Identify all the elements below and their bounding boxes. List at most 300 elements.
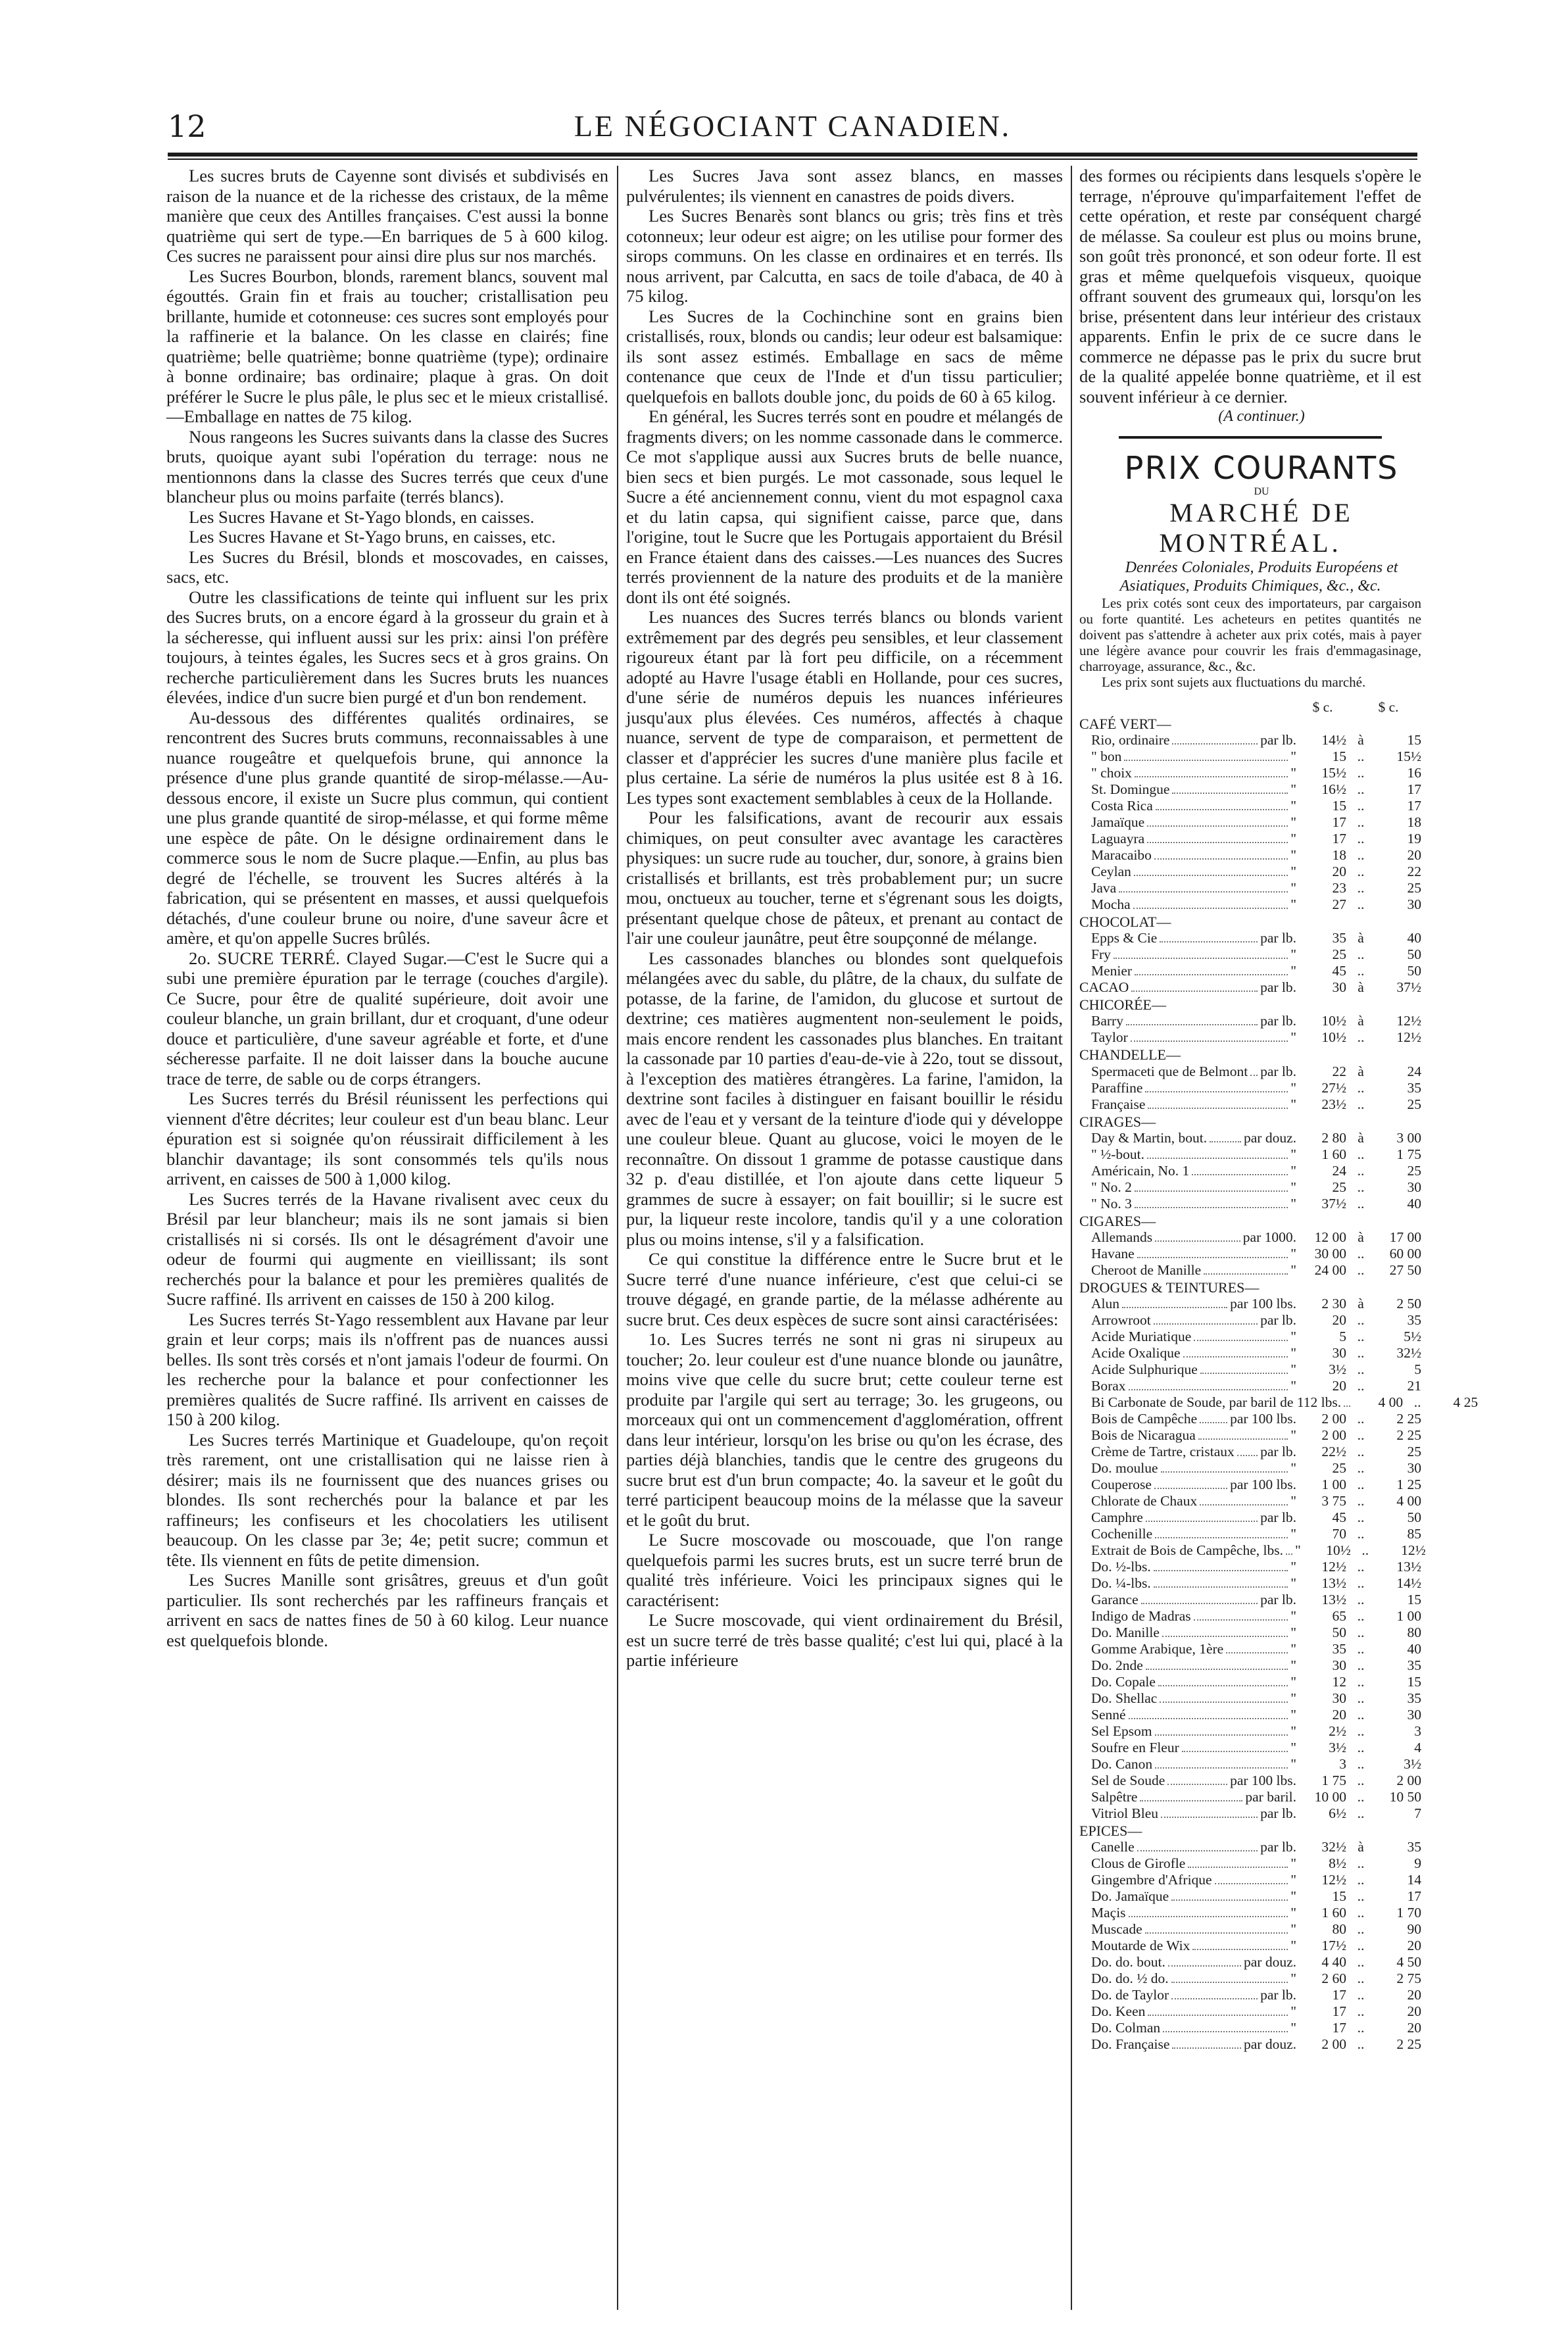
item-unit: par douz. xyxy=(1244,1954,1296,1971)
leader-dots xyxy=(1154,1586,1288,1588)
item-name: Havane xyxy=(1091,1245,1135,1261)
price-high: 2 25 xyxy=(1396,2036,1421,2053)
price-low: 12½ xyxy=(1321,1872,1346,1888)
price-high: 20 xyxy=(1407,2020,1421,2036)
item-name: Moutarde de Wix xyxy=(1091,1938,1190,1954)
leader-dots xyxy=(1162,1636,1288,1637)
price-sep: .. xyxy=(1357,1971,1365,1987)
item-unit: " xyxy=(1290,1674,1296,1690)
price-row xyxy=(1079,1262,1421,1279)
item-name: Ceylan xyxy=(1091,863,1131,879)
price-high: 27 50 xyxy=(1389,1261,1421,1278)
item-name: Do. Shellac xyxy=(1091,1690,1158,1707)
price-sep: .. xyxy=(1357,1096,1365,1112)
leader-dots xyxy=(1200,1504,1288,1505)
article-paragraph: Pour les falsifications, avant de recourir aux essais chimiques, on peut consulter avec avantage les caractères physiques: un sucre rude au toucher, dur, sonore, à grains bien cristallisés et brillants, est très probablement pur; un sucre mou, onctueux au toucher, terne et s'égrenant sous les doigts, présentant quelque chose de pâteux, et prenant au contact de l'air une couleur jaunâtre, peut être soupçonné de mélange. xyxy=(626,808,1063,948)
item-unit: " xyxy=(1290,1378,1296,1394)
price-high: 80 xyxy=(1407,1625,1421,1641)
price-row xyxy=(1079,1559,1421,1575)
price-row xyxy=(1079,1971,1421,1987)
leader-dots xyxy=(1204,1273,1288,1275)
price-low: 23½ xyxy=(1321,1096,1346,1112)
leader-dots xyxy=(1129,1389,1288,1390)
price-low: 2 00 xyxy=(1321,1411,1346,1427)
article-paragraph: Le Sucre moscovade, qui vient ordinairement du Brésil, est un sucre terré de très basse qualité; c'est lui qui, placé à la partie inférieure xyxy=(626,1610,1063,1670)
item-unit: " xyxy=(1290,1146,1296,1162)
item-unit: " xyxy=(1290,896,1296,912)
article-paragraph: Les Sucres Manille sont grisâtres, greuus et d'un goût particulier. Ils sont recherchés par les raffineurs français et arrivent en sacs de nattes fines de 50 à 60 kilog. Leur nuance est quelquefois blonde. xyxy=(166,1570,608,1650)
item-name: Java xyxy=(1091,879,1117,896)
item-unit: par 1000. xyxy=(1242,1229,1296,1245)
price-sep: .. xyxy=(1357,1559,1365,1575)
item-name: Laguayra xyxy=(1091,830,1145,846)
price-sep: .. xyxy=(1357,1509,1365,1526)
price-low: 1 60 xyxy=(1321,1905,1346,1921)
price-row xyxy=(1079,1196,1421,1212)
price-sep: .. xyxy=(1357,1361,1365,1378)
price-sep: .. xyxy=(1357,1195,1365,1212)
price-high: 3 00 xyxy=(1396,1129,1421,1146)
price-high: 5½ xyxy=(1404,1329,1421,1345)
item-unit: " xyxy=(1290,1079,1296,1096)
price-low: 30 xyxy=(1332,979,1346,996)
price-high: 12½ xyxy=(1401,1542,1426,1559)
price-row xyxy=(1079,963,1421,979)
price-high: 5 xyxy=(1414,1361,1421,1378)
price-row xyxy=(1079,1345,1421,1361)
price-row xyxy=(1079,1296,1421,1312)
price-row xyxy=(1079,1163,1421,1179)
price-high: 16 xyxy=(1407,764,1421,781)
item-name: Do. 2nde xyxy=(1091,1657,1143,1674)
price-high: 2 25 xyxy=(1396,1427,1421,1444)
price-row xyxy=(1079,930,1421,946)
price-row xyxy=(1079,880,1421,896)
leader-dots xyxy=(1171,1982,1288,1983)
item-name: Spermaceti que de Belmont xyxy=(1091,1063,1248,1079)
price-high: 40 xyxy=(1407,1641,1421,1657)
price-row xyxy=(1079,1493,1421,1509)
price-high: 30 xyxy=(1407,1179,1421,1195)
price-high: 25 xyxy=(1407,1162,1421,1179)
item-name: Do. do. ½ do. xyxy=(1091,1971,1169,1987)
leader-dots xyxy=(1145,1091,1288,1092)
price-row xyxy=(1079,1080,1421,1096)
price-row xyxy=(1079,798,1421,814)
leader-dots xyxy=(1161,1817,1258,1818)
article-paragraph: Au-dessous des différentes qualités ordinaires, se rencontrent des Sucres bruts communs, reconnaissables à une nuance rougeâtre et quelquefois brune, qui annonce la présence d'une plus grande quantité de sirop-mélasse.—Au-dessous encore, il existe un Sucre plus commun, qui contient une plus grande quantité de sirop-mélasse, et qui forme même une espèce de pâte. On le désigne ordinairement dans le commerce sous le nom de Sucre plaque.—Enfin, au plus bas degré de l'échelle, se trouvent les Sucres altérés à la fabrication, qui se présentent en masses, et aussi quelquefois détachés, d'une couleur brune ou noire, d'une saveur âcre et amère, et qu'on appelle Sucres brûlés. xyxy=(166,707,608,948)
item-name: Acide Oxalique xyxy=(1091,1345,1181,1361)
item-unit: par 100 lbs. xyxy=(1230,1773,1296,1789)
item-name: " ½-bout. xyxy=(1091,1146,1145,1162)
price-low: 24 xyxy=(1332,1162,1346,1179)
price-row xyxy=(1079,1773,1421,1789)
article-paragraph: Les cassonades blanches ou blondes sont quelquefois mélangées avec du sable, du plâtre, de la chaux, du sulfate de potasse, de la farine, de l'amidon, du glucose et surtout de dextrine; ces matières augmentent non-seulement le poids, mais encore rendent les cassonades plus blanches. En traitant la cassonade par 10 parties d'eau-de-vie à 22o, tout se dissout, à l'exception des matières étrangères. La farine, l'amidon, la dextrine sont faciles à distinguer en faisant bouillir le résidu avec de l'eau et y versant de la teinture d'iode qui y développe une couleur bleue. Quant au glucose, voici le moyen de le reconnaître. On dissout 1 gramme de potasse caustique dans 32 p. d'eau distillée, et l'on ajoute dans cette liqueur 5 grammes de sucre à essayer; on fait bouillir; si le sucre est pur, la liqueur reste incolore, tandis qu'il y a une coloration plus ou moins intense, s'il y a falsification. xyxy=(626,948,1063,1249)
price-sep: .. xyxy=(1357,1146,1365,1162)
price-row xyxy=(1079,831,1421,847)
item-name: Costa Rica xyxy=(1091,797,1153,814)
item-name: Mocha xyxy=(1091,896,1131,912)
article-continuation: des formes ou récipients dans lesquels s'opère le terrage, n'éprouve qu'imparfaitement l'effet de cette opération, et reste par conséquent chargé de mélasse. Sa couleur est plus ou moins brune, son goût très prononcé, et son odeur forte. Il est gras et même quelquefois visqueux, quoique offrant souvent des grumeaux qui, lorsqu'on les brise, présentent dans leur intérieur des cristaux apparents. Enfin le prix de ce sucre dans le commerce ne dépasse pas le prix du sucre brut de la qualité appelée bonne quatrième, et il est souvent inférieur à ce dernier. xyxy=(1079,166,1421,406)
price-high: 20 xyxy=(1407,846,1421,863)
item-name: Epps & Cie xyxy=(1091,930,1158,946)
column-3 xyxy=(1079,166,1479,2316)
price-low: 6½ xyxy=(1329,1805,1346,1822)
prices-title: PRIX COURANTS xyxy=(1124,449,1399,487)
price-sep: .. xyxy=(1357,879,1365,896)
leader-dots xyxy=(1168,1965,1241,1967)
price-row xyxy=(1079,1526,1421,1542)
leader-dots xyxy=(1344,1406,1350,1407)
price-high: 24 xyxy=(1407,1063,1421,1079)
price-row xyxy=(1079,1013,1421,1029)
item-unit: " xyxy=(1290,814,1296,830)
leader-dots xyxy=(1145,1932,1288,1934)
item-name: Crème de Tartre, cristaux xyxy=(1091,1444,1235,1460)
price-row xyxy=(1079,2020,1421,2036)
price-high: 17 xyxy=(1407,1888,1421,1905)
leader-dots xyxy=(1135,1207,1288,1208)
header-rule xyxy=(168,153,1417,157)
article-paragraph: Outre les classifications de teinte qui influent sur les prix des Sucres bruts, on a encore égard à la grosseur du grain et à la sécheresse, qui influent aussi sur les prix: ainsi l'on préfère toujours, à teintes égales, les Sucres secs et à gros grains. On recherche particulièrement dans les Sucres bruts les nuances élevées, indice d'un sucre bien purgé et d'un bon rendement. xyxy=(166,587,608,707)
item-name: Senné xyxy=(1091,1707,1126,1723)
price-low: 4 00 xyxy=(1378,1394,1404,1411)
item-name: Fry xyxy=(1091,946,1111,963)
price-high: 1 00 xyxy=(1396,1608,1421,1625)
article-paragraph: Les Sucres terrés Martinique et Guadeloupe, qu'on reçoit très rarement, ont une cristallisation qui ne laisse rien à désirer; mais ils ne fournissent que des nuances grises ou blondes. Ils sont recherchés pour la balance et par les raffineurs; les confiseurs et les chocolatiers les utilisent beaucoup. On les classe par 3e; 4e; petit sucre; commun et tête. Ils viennent en fûts de petite dimension. xyxy=(166,1429,608,1570)
price-low: 17 xyxy=(1332,830,1346,846)
price-row xyxy=(1079,1756,1421,1773)
item-name: Day & Martin, bout. xyxy=(1091,1129,1208,1146)
price-sep: .. xyxy=(1357,1855,1365,1872)
price-row xyxy=(1079,1460,1421,1477)
price-high: 50 xyxy=(1407,1509,1421,1526)
leader-dots xyxy=(1135,974,1288,975)
price-low: 2 80 xyxy=(1321,1129,1346,1146)
section-separator xyxy=(1119,436,1382,439)
price-high: 9 xyxy=(1414,1855,1421,1872)
item-name: Taylor xyxy=(1091,1029,1128,1046)
price-high: 90 xyxy=(1407,1921,1421,1938)
item-name: Alun xyxy=(1091,1296,1119,1312)
item-name: Couperose xyxy=(1091,1477,1152,1493)
item-unit: " xyxy=(1290,764,1296,781)
price-sep: .. xyxy=(1357,1460,1365,1477)
price-sep: .. xyxy=(1357,1723,1365,1740)
item-unit: " xyxy=(1290,1707,1296,1723)
leader-dots xyxy=(1171,1998,1258,1999)
price-high: 32½ xyxy=(1396,1345,1421,1361)
price-low: 10½ xyxy=(1321,1013,1346,1029)
price-row xyxy=(1079,1987,1421,2003)
item-unit: " xyxy=(1290,963,1296,979)
price-high: 12½ xyxy=(1396,1013,1421,1029)
item-name: Rio, ordinaire xyxy=(1091,731,1170,748)
price-row xyxy=(1079,1690,1421,1707)
item-unit: " xyxy=(1290,1905,1296,1921)
price-high: 37½ xyxy=(1396,979,1421,996)
price-row xyxy=(1079,979,1421,996)
price-low: 37½ xyxy=(1321,1195,1346,1212)
price-category: CHOCOLAT— xyxy=(1079,913,1171,930)
leader-dots xyxy=(1154,1570,1288,1571)
price-high: 40 xyxy=(1407,930,1421,946)
leader-dots xyxy=(1155,1767,1288,1769)
item-unit: " xyxy=(1290,1526,1296,1542)
item-unit: " xyxy=(1290,2020,1296,2036)
article-paragraph: Les Sucres terrés St-Yago ressemblent aux Havane par leur grain et leur corps; mais ils n'offrent pas de nuances aussi belles. Ils sont très corsés et n'ont jamais l'odeur de fourmi. On les recherche pour la balance et pour confectionner les premières qualités de Sucre raffiné. Ils arrivent en caisses de 150 à 200 kilog. xyxy=(166,1309,608,1429)
price-high: 85 xyxy=(1407,1526,1421,1542)
price-row xyxy=(1079,1657,1421,1674)
price-sep: .. xyxy=(1357,1921,1365,1938)
price-high: 22 xyxy=(1407,863,1421,879)
price-high: 50 xyxy=(1407,963,1421,979)
price-sep: .. xyxy=(1357,1608,1365,1625)
price-low: 1 75 xyxy=(1321,1773,1346,1789)
price-sep: .. xyxy=(1357,863,1365,879)
price-high: 14½ xyxy=(1396,1575,1421,1592)
leader-dots xyxy=(1192,1949,1288,1950)
price-row xyxy=(1079,1509,1421,1526)
price-high: 15 xyxy=(1407,731,1421,748)
price-row xyxy=(1079,1575,1421,1592)
leader-dots xyxy=(1155,1240,1240,1242)
price-sep: .. xyxy=(1357,2003,1365,2020)
item-name: Canelle xyxy=(1091,1839,1135,1855)
price-low: 17½ xyxy=(1321,1938,1346,1954)
price-low: 65 xyxy=(1332,1608,1346,1625)
price-row xyxy=(1079,1641,1421,1657)
item-unit: " xyxy=(1290,2003,1296,2020)
item-unit: par douz. xyxy=(1244,1129,1296,1146)
price-low: 30 00 xyxy=(1314,1245,1346,1261)
price-sep: .. xyxy=(1357,1625,1365,1641)
item-unit: " xyxy=(1290,1690,1296,1707)
item-unit: " xyxy=(1290,1329,1296,1345)
price-row xyxy=(1079,2036,1421,2053)
price-row xyxy=(1079,1592,1421,1608)
price-sep: .. xyxy=(1357,1329,1365,1345)
leader-dots xyxy=(1131,1040,1288,1042)
price-row xyxy=(1079,1872,1421,1888)
item-unit: " xyxy=(1290,1261,1296,1278)
price-row xyxy=(1079,1064,1421,1080)
leader-dots xyxy=(1146,1669,1288,1670)
price-high: 15 xyxy=(1407,1674,1421,1690)
price-row xyxy=(1079,1888,1421,1905)
item-name: Arrowroot xyxy=(1091,1312,1151,1329)
leader-dots xyxy=(1183,1356,1288,1358)
price-low: 25 xyxy=(1332,1460,1346,1477)
leader-dots xyxy=(1194,1619,1288,1621)
item-unit: " xyxy=(1290,1460,1296,1477)
price-row xyxy=(1079,1130,1421,1146)
price-high: 35 xyxy=(1407,1839,1421,1855)
price-row xyxy=(1079,1394,1479,1411)
leader-dots xyxy=(1155,1734,1288,1736)
price-sep: .. xyxy=(1357,1345,1365,1361)
price-row xyxy=(1079,1707,1421,1723)
price-high: 12½ xyxy=(1396,1029,1421,1046)
item-name: Sel de Soude xyxy=(1091,1773,1165,1789)
article-paragraph: Les Sucres terrés du Brésil réunissent les perfections qui viennent d'être décrites; leur couleur est d'un beau blanc. Leur épuration est si soignée qu'on réussirait difficilement à les blanchir davantage; ils sont consommés tels qu'ils nous arrivent, en caisses de 500 à 1,000 kilog. xyxy=(166,1089,608,1188)
item-unit: par baril. xyxy=(1245,1789,1296,1805)
article-paragraph: Les sucres bruts de Cayenne sont divisés et subdivisés en raison de la nuance et de la richesse des cristaux, de la même manière que ceux des Antilles françaises. C'est aussi la bonne quatrième qui sert de type.—En barriques de 5 à 600 kilog. Ces sucres ne paraissent pour ainsi dire plus sur nos marchés. xyxy=(166,166,608,266)
price-high: 30 xyxy=(1407,896,1421,912)
item-unit: " xyxy=(1290,781,1296,797)
item-unit: " xyxy=(1290,1723,1296,1740)
price-low: 2 00 xyxy=(1321,1427,1346,1444)
price-high: 20 xyxy=(1407,1938,1421,1954)
item-unit: " xyxy=(1290,1179,1296,1195)
price-low: 10½ xyxy=(1321,1029,1346,1046)
price-low: 13½ xyxy=(1321,1575,1346,1592)
price-low: 15 xyxy=(1332,748,1346,764)
leader-dots xyxy=(1172,2047,1241,2049)
price-high: 7 xyxy=(1414,1805,1421,1822)
price-high: 35 xyxy=(1407,1657,1421,1674)
price-low: 15 xyxy=(1332,797,1346,814)
price-low: 17 xyxy=(1332,2020,1346,2036)
price-sep: .. xyxy=(1357,1411,1365,1427)
price-low: 20 xyxy=(1332,1378,1346,1394)
price-low: 13½ xyxy=(1321,1592,1346,1608)
leader-dots xyxy=(1154,858,1288,860)
item-unit: par 100 lbs. xyxy=(1230,1296,1296,1312)
price-low: 3½ xyxy=(1329,1361,1346,1378)
item-name: Garance xyxy=(1091,1592,1139,1608)
item-name: Menier xyxy=(1091,963,1133,979)
article-paragraph: Les Sucres Java sont assez blancs, en masses pulvérulentes; ils viennent en canastres de poids divers. xyxy=(626,166,1063,206)
price-high: 35 xyxy=(1407,1079,1421,1096)
price-low: 4 40 xyxy=(1321,1954,1346,1971)
leader-dots xyxy=(1133,908,1288,909)
item-unit: " xyxy=(1290,1938,1296,1954)
item-name: Borax xyxy=(1091,1378,1126,1394)
item-name: Chlorate de Chaux xyxy=(1091,1493,1198,1509)
price-low: 25 xyxy=(1332,1179,1346,1195)
price-row xyxy=(1079,1608,1421,1625)
price-sep: .. xyxy=(1357,1493,1365,1509)
price-row xyxy=(1079,1954,1421,1971)
price-high: 25 xyxy=(1407,1444,1421,1460)
price-low: 3 75 xyxy=(1321,1493,1346,1509)
leader-dots xyxy=(1200,1373,1288,1374)
item-name: Gomme Arabique, 1ère xyxy=(1091,1641,1224,1657)
item-name: Gingembre d'Afrique xyxy=(1091,1872,1212,1888)
price-row xyxy=(1079,1029,1421,1046)
price-high: 50 xyxy=(1407,946,1421,963)
price-high: 10 50 xyxy=(1389,1789,1421,1805)
price-sep: .. xyxy=(1357,781,1365,797)
leader-dots xyxy=(1226,1652,1288,1653)
price-row xyxy=(1079,1542,1426,1559)
price-row xyxy=(1079,1839,1421,1855)
price-low: 32½ xyxy=(1321,1839,1346,1855)
article-paragraph: Les Sucres de la Cochinchine sont en grains bien cristallisés, roux, blonds ou candis; leur odeur est balsamique: ils sont assez estimés. Emballage en sacs de même contenance que ceux de l'Inde et d'un tissu particulier; quelquefois en ballots double jonc, du poids de 60 à 65 kilog. xyxy=(626,306,1063,406)
item-name: Maracaibo xyxy=(1091,846,1152,863)
price-sep: .. xyxy=(1357,1162,1365,1179)
price-high: 21 xyxy=(1407,1378,1421,1394)
price-header xyxy=(1079,699,1421,715)
item-name: Do. moulue xyxy=(1091,1460,1158,1477)
price-high: 40 xyxy=(1407,1195,1421,1212)
price-sep: .. xyxy=(1357,1756,1365,1773)
price-row xyxy=(1079,1740,1421,1756)
price-row xyxy=(1079,814,1421,831)
price-high: 30 xyxy=(1407,1707,1421,1723)
price-row xyxy=(1079,1855,1421,1872)
leader-dots xyxy=(1210,1141,1241,1142)
leader-dots xyxy=(1154,1323,1258,1325)
item-unit: " xyxy=(1290,1195,1296,1212)
price-low: 24 00 xyxy=(1314,1261,1346,1278)
price-list xyxy=(1079,698,1479,2053)
item-unit: par lb. xyxy=(1260,930,1296,946)
price-sep: .. xyxy=(1357,797,1365,814)
article-paragraph: Les Sucres Bourbon, blonds, rarement blancs, souvent mal égouttés. Grain fin et frais au toucher; cristallisation peu brillante, humide et cotonneuse: ces sucres sont employés pour la raffinerie et la balance. On les classe en clairés; fine quatrième; belle quatrième; bonne quatrième (type); ordinaire à bonne ordinaire; bas ordinaire; plaque à gras. On doit préférer le Sucre le plus pâle, le plus sec et le mieux cristallisé.—Emballage en nattes de 75 kilog. xyxy=(166,266,608,426)
leader-dots xyxy=(1147,1158,1288,1159)
item-unit: " xyxy=(1290,1559,1296,1575)
item-unit: " xyxy=(1290,1096,1296,1112)
item-name: Do. Française xyxy=(1091,2036,1170,2053)
price-sep: à xyxy=(1358,930,1364,946)
item-unit: " xyxy=(1290,1345,1296,1361)
price-sep: .. xyxy=(1357,1179,1365,1195)
price-high: 14 xyxy=(1407,1872,1421,1888)
price-high: 4 25 xyxy=(1453,1394,1479,1411)
price-sep: .. xyxy=(1357,2036,1365,2053)
price-row xyxy=(1079,946,1421,963)
price-high: 2 00 xyxy=(1396,1773,1421,1789)
article-paragraph: Le Sucre moscovade ou moscouade, que l'on range quelquefois parmi les sucres bruts, est un sucre terré brun de qualité très inférieure. Voici les principaux signes qui le caractérisent: xyxy=(626,1530,1063,1610)
price-sep: .. xyxy=(1357,1245,1365,1261)
item-unit: " xyxy=(1290,946,1296,963)
item-unit: " xyxy=(1290,1657,1296,1674)
leader-dots xyxy=(1200,1422,1227,1423)
item-unit: par lb. xyxy=(1260,1312,1296,1329)
item-name: Do. Colman xyxy=(1091,2020,1161,2036)
column-1 xyxy=(166,166,608,2316)
leader-dots xyxy=(1160,941,1258,942)
price-high: 1 70 xyxy=(1396,1905,1421,1921)
article-paragraph: Les Sucres Havane et St-Yago bruns, en caisses, etc. xyxy=(189,527,556,547)
price-sep: .. xyxy=(1357,2020,1365,2036)
price-sep: à xyxy=(1358,1296,1364,1312)
price-sep: .. xyxy=(1413,1394,1421,1411)
leader-dots xyxy=(1160,1701,1288,1703)
item-unit: " xyxy=(1290,1971,1296,1987)
leader-dots xyxy=(1194,1340,1288,1341)
item-unit: par lb. xyxy=(1260,1592,1296,1608)
price-row xyxy=(1079,1477,1421,1493)
price-row xyxy=(1079,1312,1421,1329)
item-name: " choix xyxy=(1091,764,1132,781)
item-unit: " xyxy=(1290,1756,1296,1773)
item-name: Do. de Taylor xyxy=(1091,1987,1169,2003)
price-low: 70 xyxy=(1332,1526,1346,1542)
leader-dots xyxy=(1147,825,1288,827)
price-low: 3 xyxy=(1339,1756,1346,1773)
item-name: Acide Sulphurique xyxy=(1091,1361,1198,1378)
page-header xyxy=(168,109,1417,155)
price-low: 45 xyxy=(1332,1509,1346,1526)
price-sep: .. xyxy=(1357,1575,1365,1592)
item-unit: " xyxy=(1290,846,1296,863)
price-low: 30 xyxy=(1332,1690,1346,1707)
item-name: Salpêtre xyxy=(1091,1789,1138,1805)
leader-dots xyxy=(1137,1257,1288,1258)
